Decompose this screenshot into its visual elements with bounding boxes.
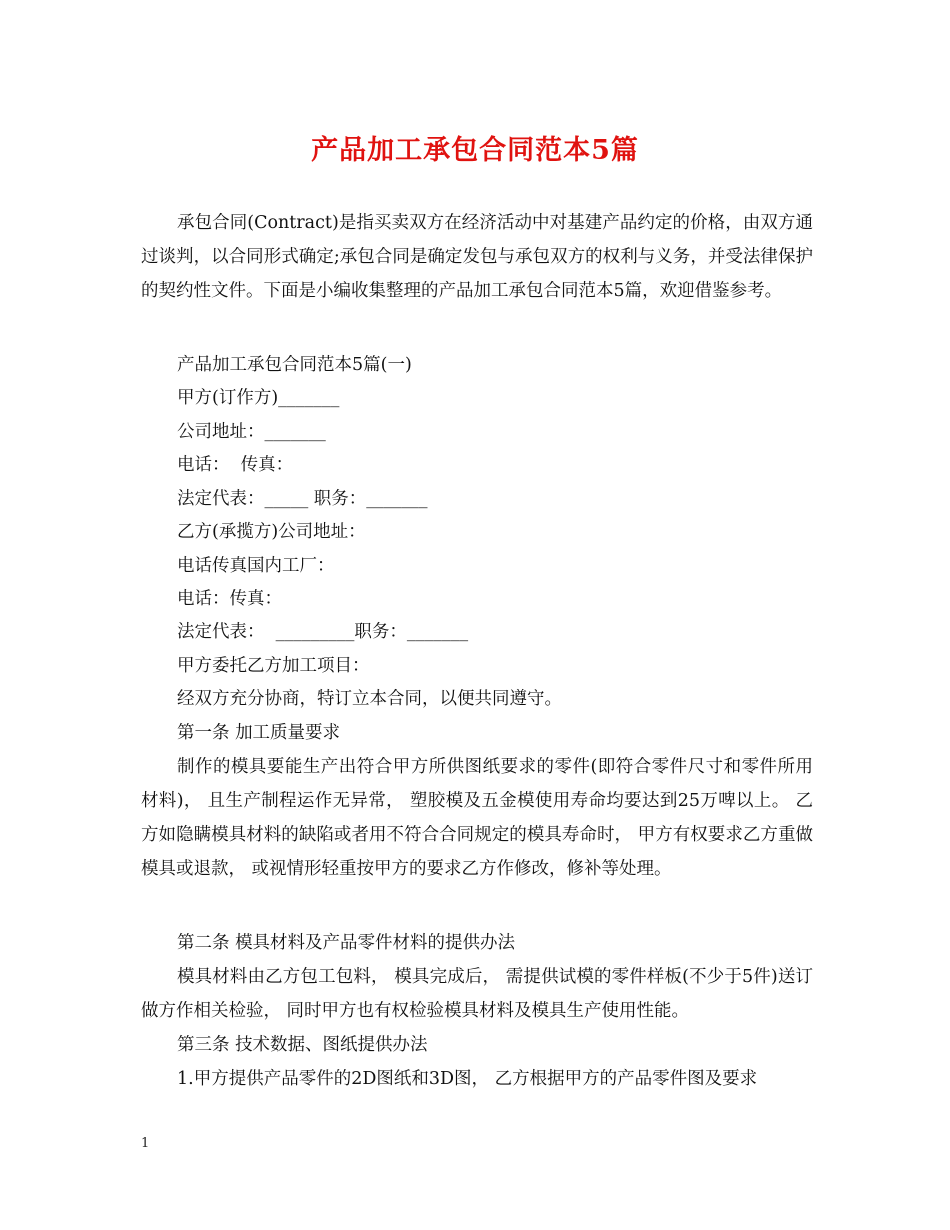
page-number: 1 — [141, 1136, 150, 1151]
document-title: 产品加工承包合同范本5篇 — [311, 135, 639, 166]
party-a-line: 甲方(订作方)_______ — [177, 388, 340, 408]
phone-fax-line: 电话： 传真： — [177, 455, 294, 475]
clause-1-title: 第一条 加工质量要求 — [177, 723, 341, 743]
section-heading: 产品加工承包合同范本5篇(一) — [177, 355, 412, 375]
domestic-factory-line: 电话传真国内工厂： — [177, 556, 335, 576]
intro-paragraph: 承包合同(Contract)是指买卖双方在经济活动中对基建产品约定的价格，由双方通过谈判，以合同形式确定;承包合同是确定发包与承包双方的权利与义务，并受法律保护的契约性文件。下面是小编收集整理的产品加工承包合同范本5篇，欢迎借鉴参考。 — [141, 213, 813, 301]
project-line: 甲方委托乙方加工项目： — [177, 656, 370, 676]
legal-rep-line: 法定代表：_____ 职务：_______ — [177, 489, 428, 509]
agreement-line: 经双方充分协商，特订立本合同，以便共同遵守。 — [177, 689, 562, 709]
clause-2-title: 第二条 模具材料及产品零件材料的提供办法 — [177, 933, 516, 953]
company-address-line: 公司地址：_______ — [177, 422, 326, 442]
legal-rep-line-b: 法定代表： _________职务：_______ — [177, 622, 469, 642]
phone-fax-line-b: 电话：传真： — [177, 589, 282, 609]
clause-3-title: 第三条 技术数据、图纸提供办法 — [177, 1035, 428, 1055]
clause-3-body: 1.甲方提供产品零件的2D图纸和3D图， 乙方根据甲方的产品零件图及要求 — [177, 1069, 758, 1089]
party-b-line: 乙方(承揽方)公司地址： — [177, 522, 366, 542]
clause-2-body: 模具材料由乙方包工包料， 模具完成后， 需提供试模的零件样板(不少于5件)送订做方作相关检验， 同时甲方也有权检验模具材料及模具生产使用性能。 — [141, 967, 813, 1021]
clause-1-body: 制作的模具要能生产出符合甲方所供图纸要求的零件(即符合零件尺寸和零件所用材料)， 且生产制程运作无异常， 塑胶模及五金模使用寿命均要达到25万啤以上。 乙方如隐瞒模具材料的缺陷或者用不符合合同规定的模具寿命时， 甲方有权要求乙方重做模具或退款， 或视情形轻重按甲方的要求乙方作修改，修补等处理。 — [141, 757, 813, 879]
